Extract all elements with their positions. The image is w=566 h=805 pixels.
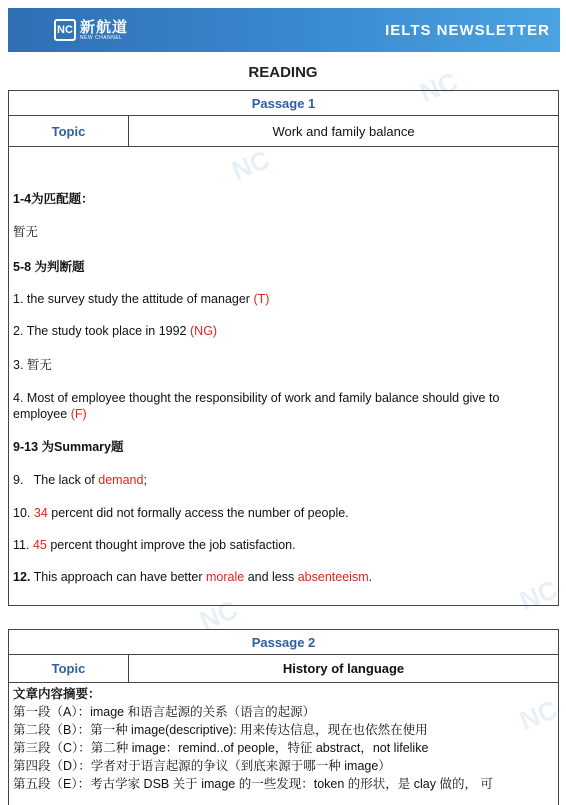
question-2: 2. The study took place in 1992 (NG) [13,324,218,338]
question-4: 4. Most of employee thought the responsibility of work and family balance should give to employee (F) [13,391,500,421]
answer-2: (NG) [190,324,218,338]
watermark-logo: NC [515,574,562,616]
question-11: 11. 45 percent thought improve the job satisfaction. [13,538,296,552]
summary-paragraph: 第五段（E）：考古学家 DSB 关于 image 的一些发现：token 的形状，是 clay 做的， 可 [13,777,493,791]
passage1-table [8,90,559,606]
answer-12a: morale [205,570,245,584]
logo-english-name: NEW CHANNEL [80,34,123,41]
answer-10: 34 [33,506,48,520]
passage1-label: Passage 1 [9,91,558,116]
question-3: 3. 暂无 [13,358,52,372]
summary-title: 文章内容摘要： [13,687,101,701]
newsletter-header [8,8,560,52]
passage2-summary [9,683,558,795]
heading-summary: 9-13 为Summary题 [13,440,124,454]
passage1-topic-row [9,116,558,147]
topic-value: History of language [282,661,405,676]
question-12: 12. This approach can have better morale and less absenteeism. [13,570,373,584]
question-1: 1. the survey study the attitude of manager (T) [13,292,270,306]
topic-label: Topic [9,655,129,682]
summary-paragraph: 第二段（B）：第一种 image(descriptive): 用来传达信息，现在也依然在使用 [13,723,428,737]
nc-logo-icon: NC [54,19,76,41]
question-10: 10. 34 percent did not formally access the number of people. [13,506,349,520]
brand-logo [54,19,128,41]
note-none: 暂无 [13,225,39,239]
passage2-topic-row [9,655,558,683]
watermark-logo: NC [515,694,562,736]
answer-1: (T) [253,292,270,306]
summary-paragraph: 第四段（D）：学者对于语言起源的争议（到底来源于哪一种 image） [13,759,391,773]
summary-paragraph: 第三段（C）：第二种 image：remind..of people，特征 abstract，not lifelike [13,741,429,755]
passage2-label: Passage 2 [9,630,558,655]
question-9: 9. The lack of demand; [13,473,147,487]
logo-chinese-name: 新航道 [80,18,129,36]
answer-12b: absenteeism [297,570,369,584]
section-title: READING [248,64,318,81]
summary-paragraph: 第一段（A）：image 和语言起源的关系（语言的起源） [13,705,316,719]
heading-true-false: 5-8 为判断题 [13,260,85,274]
heading-matching: 1-4为匹配题： [13,192,94,206]
passage2-table [8,629,559,805]
topic-label: Topic [9,116,129,146]
watermark-logo: NC [227,144,274,186]
newsletter-title: IELTS NEWSLETTER [385,21,550,39]
watermark-logo: NC [415,66,462,108]
answer-4: (F) [70,407,87,421]
topic-value: Work and family balance [272,123,415,139]
watermark-logo: NC [195,594,242,636]
answer-11: 45 [32,538,47,552]
answer-9: demand [98,473,144,487]
